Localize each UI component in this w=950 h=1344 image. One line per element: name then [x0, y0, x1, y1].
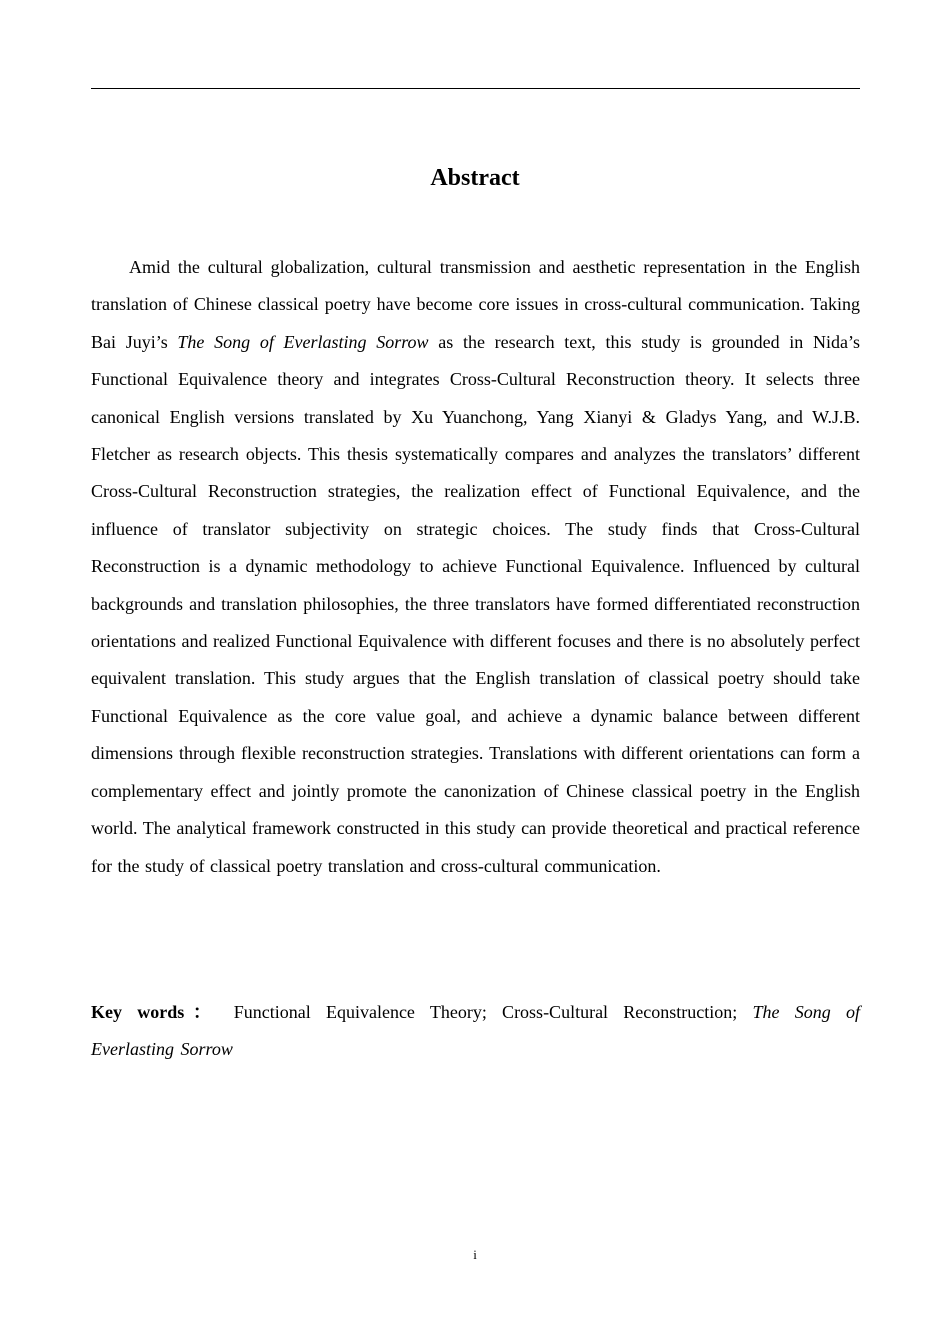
page-title: Abstract	[430, 165, 520, 191]
abstract-text-part-1: Amid the cultural globalization, cultural transmission and aesthetic representation in the English translation of Chinese classical poetry have become core issues in cross-cultural communication. Taking Bai Juyi’s	[91, 257, 860, 352]
header-rule	[91, 88, 860, 89]
keywords-label: Key words	[91, 1002, 185, 1022]
keywords-line	[91, 994, 860, 1069]
abstract-text-part-2: as the research text, this study is grounded in Nida’s Functional Equivalence theory and integrates Cross-Cultural Reconstruction theory. It selects three canonical English versions translated by Xu Yuanchong, Yang Xianyi & Gladys Yang, and W.J.B. Fletcher as research objects. This thesis systematically compares and analyzes the translators’ different Cross-Cultural Reconstruction strategies, the realization effect of Functional Equivalence, and the influence of translator subjectivity on strategic choices. The study finds that Cross-Cultural Reconstruction is a dynamic methodology to achieve Functional Equivalence. Influenced by cultural backgrounds and translation philosophies, the three translators have formed differentiated reconstruction orientations and realized Functional Equivalence with different focuses and there is no absolutely perfect equivalent translation. This study argues that the English translation of classical poetry should take Functional Equivalence as the core value goal, and achieve a dynamic balance between different dimensions through flexible reconstruction strategies. Translations with different orientations can form a complementary effect and jointly promote the canonization of Chinese classical poetry in the English world. The analytical framework constructed in this study can provide theoretical and practical reference for the study of classical poetry translation and cross-cultural communication.	[91, 331, 860, 876]
abstract-paragraph	[91, 249, 860, 885]
keywords-separator: ：	[184, 1002, 220, 1022]
abstract-work-title: The Song of Everlasting Sorrow	[177, 331, 429, 352]
page-number: i	[473, 1247, 477, 1262]
keywords-terms: Functional Equivalence Theory; Cross-Cultural Reconstruction;	[233, 1002, 753, 1022]
keywords-italic-term: The Song of Everlasting Sorrow	[91, 1002, 860, 1060]
